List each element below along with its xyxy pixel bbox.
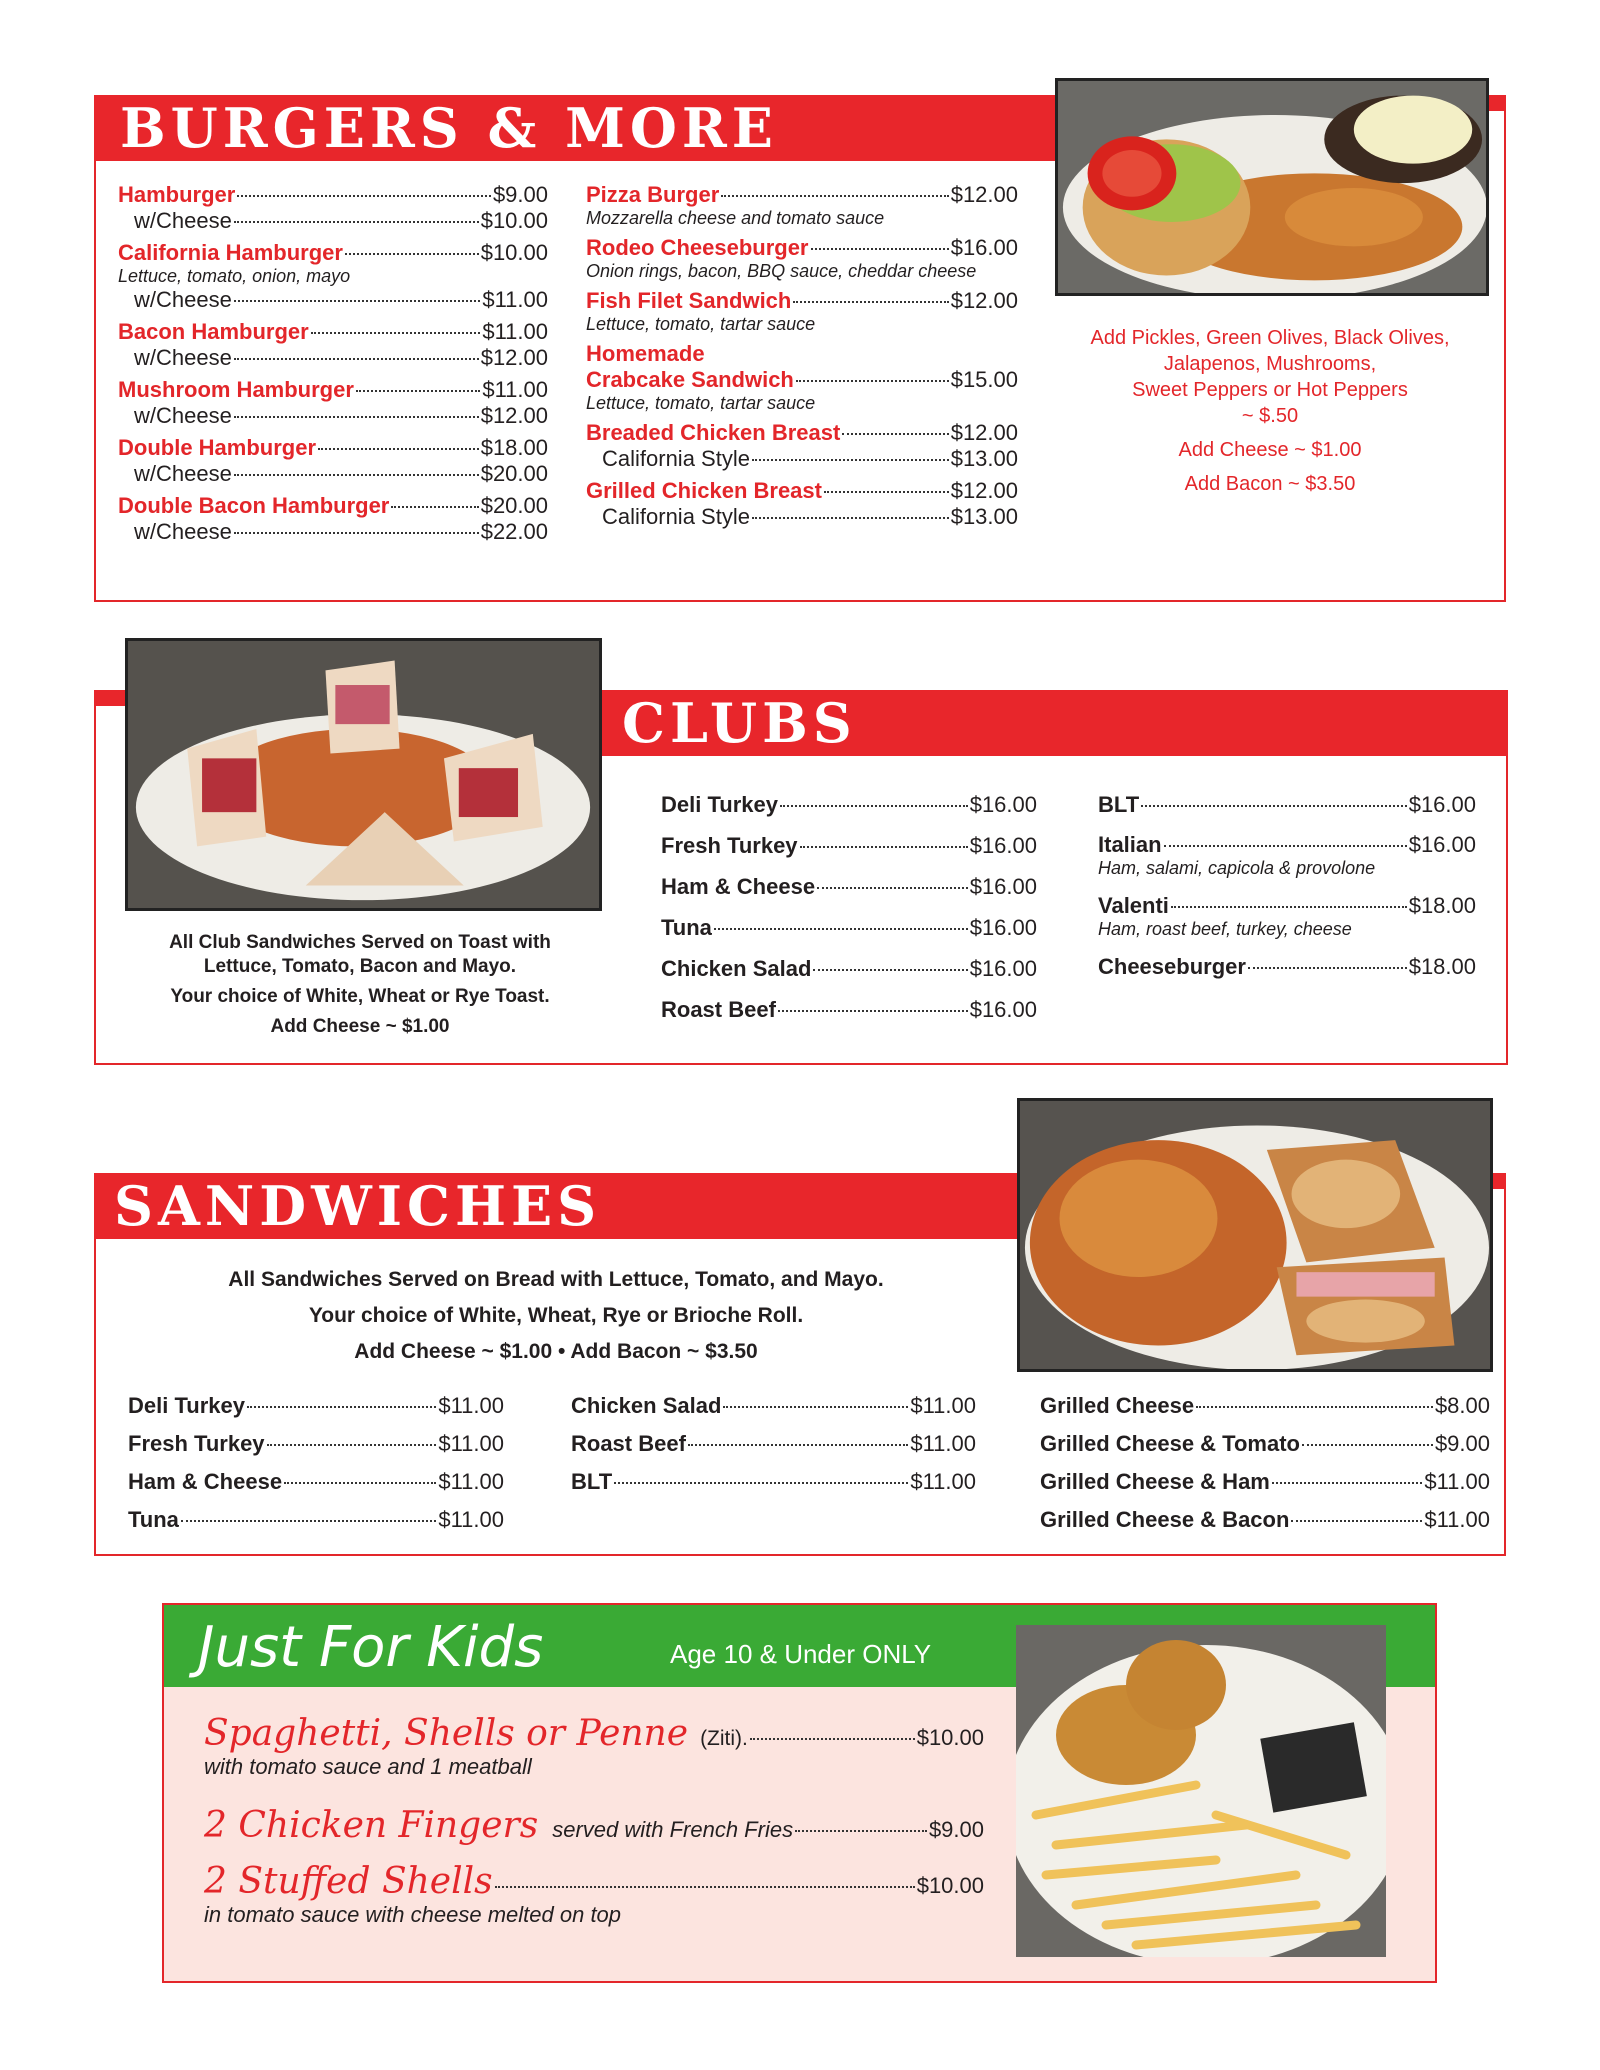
addon-line: Add Pickles, Green Olives, Black Olives, [1090, 327, 1450, 349]
sandwiches-banner [94, 1173, 1018, 1239]
item-price: $8.00 [1434, 1393, 1490, 1418]
burgers-banner [94, 95, 1056, 161]
item-name: Breaded Chicken Breast [586, 420, 841, 445]
cheese-label: w/Cheese [134, 208, 232, 233]
sandwiches-column-3 [1040, 1393, 1490, 1545]
burgers-title: BURGERS & MORE [120, 96, 778, 160]
clubs-right-column [1098, 792, 1476, 994]
addon-cheese: Add Cheese ~ $1.00 [1178, 439, 1362, 461]
menu-item [128, 1393, 504, 1419]
item-name: Pizza Burger [586, 182, 720, 207]
cheese-label: w/Cheese [134, 519, 232, 544]
item-price: $15.00 [950, 367, 1018, 392]
style-label: California Style [602, 446, 750, 471]
burger-addons [1060, 325, 1480, 497]
item-name: Fish Filet Sandwich [586, 288, 792, 313]
item-name: Cheeseburger [1098, 954, 1246, 979]
menu-item [1098, 954, 1476, 980]
menu-item [571, 1469, 976, 1495]
item-name-line1: Homemade [586, 341, 705, 366]
item-price: $18.00 [1408, 954, 1476, 979]
menu-item [1040, 1393, 1490, 1419]
item-price: $11.00 [1424, 1469, 1490, 1494]
menu-item [661, 915, 1037, 941]
item-name: Ham & Cheese [661, 874, 816, 899]
grilled-sandwich-photo [1017, 1098, 1493, 1372]
item-price: $11.00 [482, 319, 548, 344]
cheese-price: $12.00 [480, 345, 548, 370]
note-line: Your choice of White, Wheat, Rye or Brioche Roll. [308, 1304, 804, 1327]
item-name: Chicken Salad [571, 1393, 722, 1418]
item-name: Valenti [1098, 893, 1169, 918]
item-name: 2 Stuffed Shells [204, 1861, 493, 1902]
chicken-fingers-photo [1016, 1625, 1386, 1957]
item-name: Rodeo Cheeseburger [586, 235, 809, 260]
item-name: Double Hamburger [118, 435, 317, 460]
item-price: $16.00 [969, 915, 1037, 940]
menu-item [586, 235, 1018, 282]
item-price: $16.00 [969, 833, 1037, 858]
style-label: California Style [602, 504, 750, 529]
menu-item [1040, 1469, 1490, 1495]
item-price: $16.00 [950, 235, 1018, 260]
menu-item [128, 1431, 504, 1457]
menu-item [661, 874, 1037, 900]
item-name: Hamburger [118, 182, 236, 207]
item-price: $11.00 [438, 1507, 504, 1532]
item-price: $9.00 [928, 1817, 984, 1842]
item-description: Ham, roast beef, turkey, cheese [1098, 919, 1352, 939]
item-name: Grilled Chicken Breast [586, 478, 822, 503]
item-description: Ham, salami, capicola & provolone [1098, 858, 1376, 878]
style-price: $13.00 [950, 504, 1018, 529]
clubs-note [125, 928, 595, 1042]
item-price: $16.00 [969, 956, 1037, 981]
kids-menu-item [204, 1805, 984, 1846]
item-name: Crabcake Sandwich [586, 367, 794, 392]
menu-item [1098, 832, 1476, 879]
item-name: Double Bacon Hamburger [118, 493, 390, 518]
menu-item [118, 377, 548, 429]
cheese-price: $10.00 [480, 208, 548, 233]
item-price: $11.00 [438, 1469, 504, 1494]
menu-item [128, 1469, 504, 1495]
item-price: $11.00 [438, 1431, 504, 1456]
burgers-right-column [586, 182, 1018, 536]
menu-item [661, 997, 1037, 1023]
sandwiches-note [94, 1262, 1018, 1370]
style-price: $13.00 [950, 446, 1018, 471]
menu-item [118, 435, 548, 487]
sandwiches-column-1 [128, 1393, 504, 1545]
cheese-price: $20.00 [480, 461, 548, 486]
clubs-title: CLUBS [622, 691, 857, 755]
cheese-label: w/Cheese [134, 403, 232, 428]
menu-item [586, 288, 1018, 335]
item-price: $9.00 [492, 182, 548, 207]
item-description: Lettuce, tomato, tartar sauce [586, 314, 816, 334]
cheese-price: $22.00 [480, 519, 548, 544]
item-name: Roast Beef [571, 1431, 686, 1456]
item-name: Grilled Cheese & Bacon [1040, 1507, 1290, 1532]
clubs-left-column [661, 792, 1037, 1038]
kids-section [162, 1603, 1437, 1983]
item-price: $16.00 [969, 792, 1037, 817]
menu-item [118, 319, 548, 371]
burgers-left-column [118, 182, 548, 551]
item-description: Lettuce, tomato, tartar sauce [586, 393, 816, 413]
kids-title: Just For Kids [198, 1615, 544, 1680]
cheese-price: $11.00 [482, 287, 548, 312]
item-name: Ham & Cheese [128, 1469, 283, 1494]
item-price: $18.00 [1408, 893, 1476, 918]
note-line: All Sandwiches Served on Bread with Lettuce, Tomato, and Mayo. [228, 1268, 884, 1291]
item-description: Mozzarella cheese and tomato sauce [586, 208, 885, 228]
item-price: $11.00 [482, 377, 548, 402]
item-name: Mushroom Hamburger [118, 377, 354, 402]
item-description: with tomato sauce and 1 meatball [204, 1754, 532, 1779]
sandwiches-title: SANDWICHES [114, 1174, 602, 1238]
item-price: $16.00 [969, 874, 1037, 899]
menu-item [586, 341, 1018, 414]
menu-item [571, 1431, 976, 1457]
item-name: California Hamburger [118, 240, 343, 265]
cheese-label: w/Cheese [134, 345, 232, 370]
note-line: Add Cheese ~ $1.00 • Add Bacon ~ $3.50 [354, 1340, 758, 1363]
item-name: Grilled Cheese & Ham [1040, 1469, 1270, 1494]
menu-item [586, 420, 1018, 472]
menu-item [128, 1507, 504, 1533]
menu-item [586, 478, 1018, 530]
cheese-label: w/Cheese [134, 287, 232, 312]
club-sandwich-photo [125, 638, 602, 911]
item-extra: (Ziti). [700, 1727, 748, 1750]
menu-item [118, 240, 548, 313]
menu-item [586, 182, 1018, 229]
item-name: BLT [571, 1469, 613, 1494]
item-name: Tuna [661, 915, 712, 940]
item-name: Bacon Hamburger [118, 319, 309, 344]
item-extra: served with French Fries [552, 1817, 794, 1842]
menu-item [661, 956, 1037, 982]
menu-item [661, 833, 1037, 859]
item-name: Italian [1098, 832, 1162, 857]
item-name: BLT [1098, 792, 1140, 817]
addon-line: ~ $.50 [1241, 405, 1299, 427]
addon-line: Sweet Peppers or Hot Peppers [1132, 379, 1408, 401]
item-price: $16.00 [1408, 832, 1476, 857]
item-description: Lettuce, tomato, onion, mayo [118, 266, 351, 286]
kids-menu-item [204, 1861, 984, 1928]
item-price: $12.00 [950, 182, 1018, 207]
item-name: Spaghetti, Shells or Penne [204, 1713, 689, 1754]
item-price: $12.00 [950, 288, 1018, 313]
item-name: Grilled Cheese & Tomato [1040, 1431, 1300, 1456]
item-price: $18.00 [480, 435, 548, 460]
item-description: in tomato sauce with cheese melted on top [204, 1902, 622, 1927]
menu-item [571, 1393, 976, 1419]
item-price: $16.00 [969, 997, 1037, 1022]
note-line: All Club Sandwiches Served on Toast with [169, 932, 551, 953]
item-price: $11.00 [910, 1393, 976, 1418]
item-price: $12.00 [950, 420, 1018, 445]
menu-item [118, 493, 548, 545]
item-price: $10.00 [480, 240, 548, 265]
cheese-price: $12.00 [480, 403, 548, 428]
addon-line: Jalapenos, Mushrooms, [1163, 353, 1377, 375]
item-name: Deli Turkey [661, 792, 778, 817]
item-name: 2 Chicken Fingers [204, 1805, 539, 1846]
menu-item [1040, 1507, 1490, 1533]
menu-item [1098, 893, 1476, 940]
note-line: Add Cheese ~ $1.00 [270, 1016, 450, 1037]
note-line: Lettuce, Tomato, Bacon and Mayo. [203, 956, 517, 977]
menu-item [1098, 792, 1476, 818]
item-price: $11.00 [438, 1393, 504, 1418]
addon-bacon: Add Bacon ~ $3.50 [1184, 473, 1356, 495]
burger-photo [1055, 78, 1489, 296]
item-name: Tuna [128, 1507, 179, 1532]
item-price: $20.00 [480, 493, 548, 518]
item-name: Grilled Cheese [1040, 1393, 1195, 1418]
sandwiches-column-2 [571, 1393, 976, 1507]
menu-item [118, 182, 548, 234]
menu-item [661, 792, 1037, 818]
item-price: $9.00 [1434, 1431, 1490, 1456]
item-price: $10.00 [916, 1873, 984, 1898]
item-price: $16.00 [1408, 792, 1476, 817]
item-name: Chicken Salad [661, 956, 812, 981]
item-name: Fresh Turkey [128, 1431, 265, 1456]
cheese-label: w/Cheese [134, 461, 232, 486]
item-description: Onion rings, bacon, BBQ sauce, cheddar cheese [586, 261, 977, 281]
note-line: Your choice of White, Wheat or Rye Toast. [170, 986, 550, 1007]
item-price: $12.00 [950, 478, 1018, 503]
menu-item [1040, 1431, 1490, 1457]
clubs-banner [600, 690, 1508, 756]
kids-menu-item [204, 1713, 984, 1780]
item-price: $11.00 [910, 1469, 976, 1494]
item-price: $11.00 [1424, 1507, 1490, 1532]
item-name: Fresh Turkey [661, 833, 798, 858]
item-name: Roast Beef [661, 997, 776, 1022]
item-price: $10.00 [916, 1725, 984, 1750]
item-price: $11.00 [910, 1431, 976, 1456]
item-name: Deli Turkey [128, 1393, 245, 1418]
kids-age-note: Age 10 & Under ONLY [670, 1639, 932, 1669]
